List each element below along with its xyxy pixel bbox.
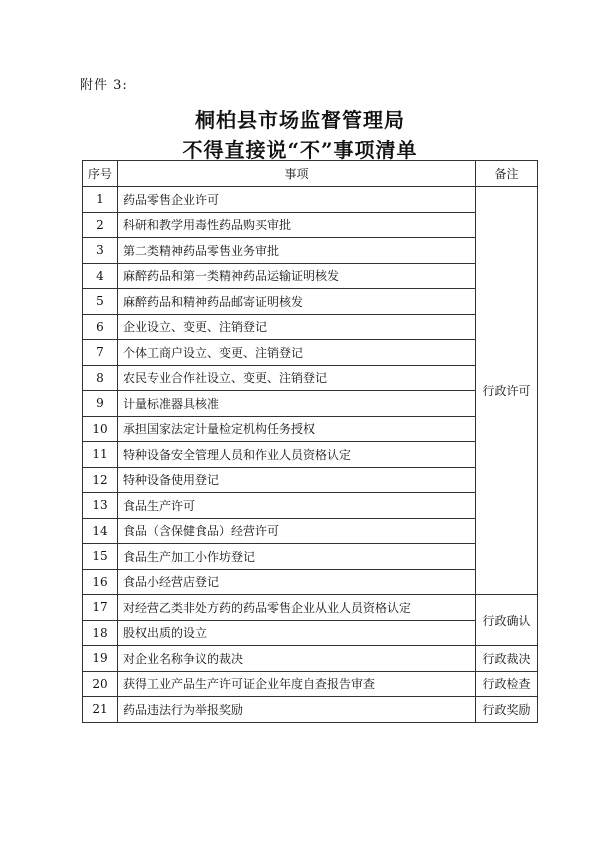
row-note-group2: 行政确认 (476, 595, 538, 646)
row-note: 行政检查 (476, 671, 538, 697)
row-item: 承担国家法定计量检定机构任务授权 (118, 416, 476, 442)
table-row (83, 646, 538, 672)
row-number: 20 (83, 671, 118, 697)
table-row (83, 595, 538, 621)
row-note-group1: 行政许可 (476, 187, 538, 595)
row-number: 19 (83, 646, 118, 672)
row-item: 计量标准器具核准 (118, 391, 476, 417)
table-row (83, 544, 538, 570)
row-item: 特种设备使用登记 (118, 467, 476, 493)
table-row (83, 238, 538, 264)
row-number: 4 (83, 263, 118, 289)
row-item: 麻醉药品和第一类精神药品运输证明核发 (118, 263, 476, 289)
row-note: 行政奖励 (476, 697, 538, 723)
row-number: 2 (83, 212, 118, 238)
row-number: 14 (83, 518, 118, 544)
table-row (83, 187, 538, 213)
row-item: 食品小经营店登记 (118, 569, 476, 595)
row-item: 农民专业合作社设立、变更、注销登记 (118, 365, 476, 391)
table-row (83, 212, 538, 238)
table-row (83, 671, 538, 697)
row-number: 3 (83, 238, 118, 264)
table-row (83, 416, 538, 442)
row-number: 17 (83, 595, 118, 621)
row-item: 获得工业产品生产许可证企业年度自查报告审查 (118, 671, 476, 697)
table-row (83, 340, 538, 366)
row-number: 8 (83, 365, 118, 391)
row-number: 10 (83, 416, 118, 442)
table-row (83, 314, 538, 340)
row-number: 7 (83, 340, 118, 366)
row-item: 个体工商户设立、变更、注销登记 (118, 340, 476, 366)
row-number: 11 (83, 442, 118, 468)
row-item: 第二类精神药品零售业务审批 (118, 238, 476, 264)
table-row (83, 697, 538, 723)
row-number: 1 (83, 187, 118, 213)
header-item: 事项 (118, 161, 476, 187)
header-no: 序号 (83, 161, 118, 187)
table-row (83, 289, 538, 315)
row-number: 15 (83, 544, 118, 570)
row-item: 对经营乙类非处方药的药品零售企业从业人员资格认定 (118, 595, 476, 621)
table-header-row (83, 161, 538, 187)
table-row (83, 263, 538, 289)
table-row (83, 569, 538, 595)
row-item: 食品生产许可 (118, 493, 476, 519)
table-row (83, 518, 538, 544)
table-row (83, 391, 538, 417)
row-item: 食品（含保健食品）经营许可 (118, 518, 476, 544)
page-title-line2: 不得直接说“不”事项清单 (182, 138, 418, 162)
table-row (83, 467, 538, 493)
row-number: 13 (83, 493, 118, 519)
row-note: 行政裁决 (476, 646, 538, 672)
table-row (83, 620, 538, 646)
items-table (82, 160, 538, 723)
row-item: 特种设备安全管理人员和作业人员资格认定 (118, 442, 476, 468)
row-number: 21 (83, 697, 118, 723)
row-item: 对企业名称争议的裁决 (118, 646, 476, 672)
row-item: 食品生产加工小作坊登记 (118, 544, 476, 570)
table-row (83, 365, 538, 391)
row-item: 药品违法行为举报奖励 (118, 697, 476, 723)
row-number: 9 (83, 391, 118, 417)
row-number: 5 (83, 289, 118, 315)
row-item: 麻醉药品和精神药品邮寄证明核发 (118, 289, 476, 315)
header-note: 备注 (476, 161, 538, 187)
row-number: 16 (83, 569, 118, 595)
row-number: 6 (83, 314, 118, 340)
attachment-label: 附件 3: (80, 78, 128, 93)
row-item: 股权出质的设立 (118, 620, 476, 646)
page-title-line1: 桐柏县市场监督管理局 (195, 108, 405, 132)
row-number: 18 (83, 620, 118, 646)
row-number: 12 (83, 467, 118, 493)
table-row (83, 442, 538, 468)
row-item: 药品零售企业许可 (118, 187, 476, 213)
row-item: 企业设立、变更、注销登记 (118, 314, 476, 340)
table-row (83, 493, 538, 519)
row-item: 科研和教学用毒性药品购买审批 (118, 212, 476, 238)
